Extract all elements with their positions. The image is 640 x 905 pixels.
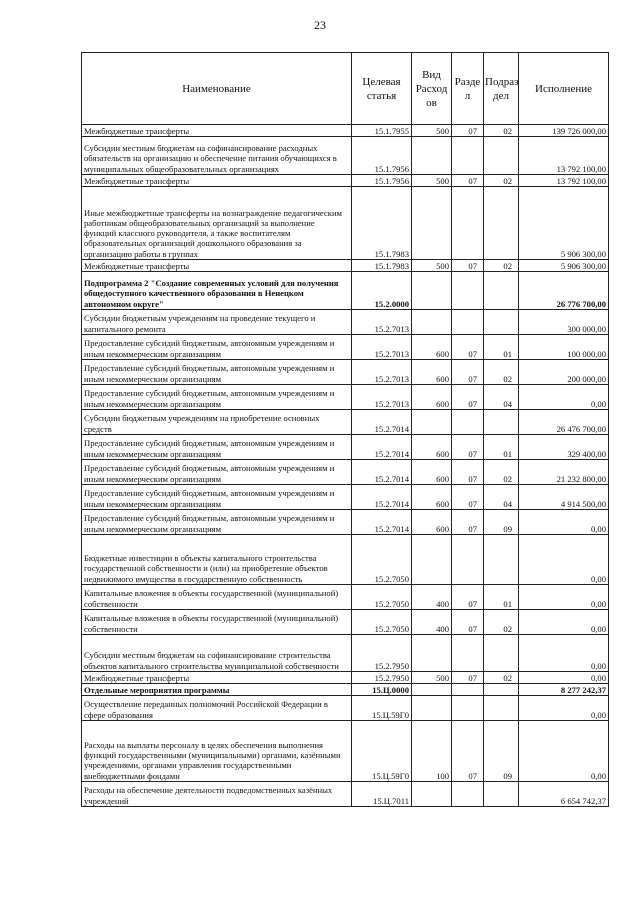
row-expense-type-cell [412,272,452,310]
row-name-cell: Предоставление субсидий бюджетным, автономным учреждениям и иным некоммерческим организациям [82,335,352,360]
row-subsection-cell: 09 [484,721,519,782]
row-name-cell: Предоставление субсидий бюджетным, автономным учреждениям и иным некоммерческим организациям [82,485,352,510]
row-expense-type-cell: 600 [412,360,452,385]
row-target-cell: 15.2.7013 [352,385,412,410]
row-expense-type-cell [412,782,452,807]
row-name-cell: Отдельные мероприятия программы [82,684,352,696]
row-amount-cell: 0,00 [519,535,609,585]
table-row [82,310,609,335]
row-name-cell: Предоставление субсидий бюджетным, автономным учреждениям и иным некоммерческим организациям [82,385,352,410]
row-subsection-cell [484,187,519,260]
row-subsection-cell: 04 [484,485,519,510]
table-row [82,125,609,137]
row-amount-cell: 200 000,00 [519,360,609,385]
row-expense-type-cell [412,187,452,260]
row-amount-cell: 0,00 [519,721,609,782]
row-amount-cell: 300 000,00 [519,310,609,335]
row-expense-type-cell: 600 [412,460,452,485]
row-subsection-cell: 02 [484,672,519,684]
table-row [82,684,609,696]
row-subsection-cell: 02 [484,610,519,635]
row-amount-cell: 5 906 300,00 [519,187,609,260]
row-name-cell: Предоставление субсидий бюджетным, автономным учреждениям и иным некоммерческим организациям [82,435,352,460]
table-row [82,672,609,684]
row-target-cell: 15.2.7050 [352,610,412,635]
row-expense-type-cell: 500 [412,260,452,272]
header-execution: Исполнение [519,53,609,125]
row-section-cell: 07 [452,510,484,535]
row-expense-type-cell: 600 [412,335,452,360]
row-section-cell: 07 [452,672,484,684]
row-section-cell: 07 [452,485,484,510]
row-name-cell: Бюджетные инвестиции в объекты капитального строительства государственной собственности и (или) на приобретение объектов недвижимого имущества в государственную собственность [82,535,352,585]
row-name-cell: Предоставление субсидий бюджетным, автономным учреждениям и иным некоммерческим организациям [82,360,352,385]
row-amount-cell: 0,00 [519,610,609,635]
row-expense-type-cell: 500 [412,125,452,137]
row-amount-cell: 26 776 700,00 [519,272,609,310]
row-section-cell: 07 [452,260,484,272]
row-expense-type-cell: 500 [412,175,452,187]
row-subsection-cell [484,137,519,175]
row-expense-type-cell [412,535,452,585]
row-section-cell: 07 [452,460,484,485]
row-target-cell: 15.1.7955 [352,125,412,137]
table-row [82,335,609,360]
row-section-cell [452,137,484,175]
row-section-cell: 07 [452,335,484,360]
row-name-cell: Капитальные вложения в объекты государственной (муниципальной) собственности [82,585,352,610]
row-target-cell: 15.1.7983 [352,187,412,260]
table-row [82,696,609,721]
table-row [82,260,609,272]
row-amount-cell: 6 654 742,37 [519,782,609,807]
table-row [82,610,609,635]
row-section-cell [452,535,484,585]
row-target-cell: 15.2.7014 [352,485,412,510]
row-amount-cell: 5 906 300,00 [519,260,609,272]
row-name-cell: Предоставление субсидий бюджетным, автономным учреждениям и иным некоммерческим организациям [82,510,352,535]
row-target-cell: 15.2.7950 [352,635,412,672]
row-subsection-cell: 09 [484,510,519,535]
table-body [82,125,609,807]
row-name-cell: Субсидии бюджетным учреждениям на проведение текущего и капитального ремонта [82,310,352,335]
header-name: Наименование [82,53,352,125]
row-target-cell: 15.2.7013 [352,360,412,385]
row-expense-type-cell: 400 [412,610,452,635]
row-amount-cell: 13 792 100,00 [519,137,609,175]
row-target-cell: 15.1.7956 [352,137,412,175]
row-amount-cell: 26 476 700,00 [519,410,609,435]
header-section: Разде л [452,53,484,125]
row-section-cell: 07 [452,610,484,635]
row-name-cell: Межбюджетные трансферты [82,125,352,137]
row-subsection-cell [484,696,519,721]
row-subsection-cell: 01 [484,585,519,610]
row-section-cell: 07 [452,125,484,137]
row-subsection-cell: 01 [484,335,519,360]
row-amount-cell: 8 277 242,37 [519,684,609,696]
row-section-cell: 07 [452,721,484,782]
row-section-cell: 07 [452,175,484,187]
row-name-cell: Межбюджетные трансферты [82,260,352,272]
row-section-cell [452,272,484,310]
page-number: 23 [314,18,326,32]
row-subsection-cell: 01 [484,435,519,460]
row-target-cell: 15.2.7050 [352,585,412,610]
table-row [82,535,609,585]
row-subsection-cell: 02 [484,175,519,187]
row-section-cell [452,696,484,721]
row-target-cell: 15.2.7950 [352,672,412,684]
row-target-cell: 15.2.0000 [352,272,412,310]
table-row [82,360,609,385]
row-expense-type-cell [412,684,452,696]
row-target-cell: 15.1.7956 [352,175,412,187]
table-row [82,187,609,260]
table-row [82,721,609,782]
row-subsection-cell [484,782,519,807]
row-expense-type-cell: 600 [412,485,452,510]
row-section-cell: 07 [452,435,484,460]
row-target-cell: 15.Ц.0000 [352,684,412,696]
row-section-cell [452,310,484,335]
row-expense-type-cell [412,410,452,435]
row-amount-cell: 100 000,00 [519,335,609,360]
row-subsection-cell: 02 [484,125,519,137]
row-subsection-cell: 02 [484,260,519,272]
row-target-cell: 15.2.7050 [352,535,412,585]
table-header [82,53,609,125]
row-section-cell: 07 [452,360,484,385]
table-row [82,410,609,435]
row-amount-cell: 139 726 000,00 [519,125,609,137]
row-subsection-cell: 02 [484,360,519,385]
row-name-cell: Расходы на выплаты персоналу в целях обеспечения выполнения функций государственными (муниципальными) органами, казёнными учреждениями, органами управления государственными внебюджетными фондами [82,721,352,782]
row-section-cell: 07 [452,385,484,410]
table-row [82,460,609,485]
row-subsection-cell [484,272,519,310]
table-row [82,272,609,310]
row-amount-cell: 0,00 [519,510,609,535]
row-name-cell: Расходы на обеспечение деятельности подведомственных казённых учреждений [82,782,352,807]
row-section-cell [452,187,484,260]
row-amount-cell: 4 914 500,00 [519,485,609,510]
row-name-cell: Субсидии местным бюджетам на софинансирование расходных обязательств на организацию и обеспечение питания обучающихся в муниципальных общеобразовательных организациях [82,137,352,175]
row-name-cell: Субсидии местным бюджетам на софинансирование строительства объектов капитального строительства муниципальной собственности [82,635,352,672]
header-subsection: Подраз дел [484,53,519,125]
row-subsection-cell [484,684,519,696]
row-expense-type-cell: 500 [412,672,452,684]
row-name-cell: Межбюджетные трансферты [82,672,352,684]
row-amount-cell: 0,00 [519,585,609,610]
row-target-cell: 15.2.7014 [352,435,412,460]
row-name-cell: Предоставление субсидий бюджетным, автономным учреждениям и иным некоммерческим организациям [82,460,352,485]
row-expense-type-cell: 600 [412,435,452,460]
table-row [82,782,609,807]
row-target-cell: 15.Ц.7011 [352,782,412,807]
row-target-cell: 15.2.7014 [352,510,412,535]
table-row [82,137,609,175]
row-subsection-cell: 02 [484,460,519,485]
row-target-cell: 15.Ц.59Г0 [352,721,412,782]
row-target-cell: 15.2.7013 [352,335,412,360]
row-target-cell: 15.1.7983 [352,260,412,272]
row-section-cell [452,635,484,672]
row-expense-type-cell [412,137,452,175]
row-amount-cell: 0,00 [519,385,609,410]
row-name-cell: Осуществление переданных полномочий Российской Федерации в сфере образования [82,696,352,721]
table-row [82,435,609,460]
row-subsection-cell [484,310,519,335]
row-target-cell: 15.2.7013 [352,310,412,335]
row-subsection-cell [484,410,519,435]
row-section-cell [452,684,484,696]
row-expense-type-cell: 100 [412,721,452,782]
row-target-cell: 15.Ц.59Г0 [352,696,412,721]
row-expense-type-cell: 400 [412,585,452,610]
row-expense-type-cell [412,635,452,672]
row-amount-cell: 329 400,00 [519,435,609,460]
row-section-cell: 07 [452,585,484,610]
budget-table [81,52,609,807]
table-row [82,175,609,187]
table-row [82,485,609,510]
row-expense-type-cell: 600 [412,510,452,535]
row-amount-cell: 21 232 800,00 [519,460,609,485]
table-row [82,510,609,535]
header-expense-type: Вид Расход ов [412,53,452,125]
row-name-cell: Иные межбюджетные трансферты на вознаграждение педагогическим работникам общеобразовательных организаций за выполнение функций классного руководителя, а также воспитателям образовательных организаций дошкольного образования за организацию работы в группах [82,187,352,260]
table-row [82,635,609,672]
row-target-cell: 15.2.7014 [352,460,412,485]
table-row [82,385,609,410]
row-section-cell [452,782,484,807]
row-amount-cell: 0,00 [519,672,609,684]
row-subsection-cell [484,635,519,672]
row-amount-cell: 0,00 [519,635,609,672]
row-expense-type-cell [412,310,452,335]
header-target-article: Целевая статья [352,53,412,125]
row-expense-type-cell [412,696,452,721]
row-name-cell: Капитальные вложения в объекты государственной (муниципальной) собственности [82,610,352,635]
table-row [82,585,609,610]
row-subsection-cell: 04 [484,385,519,410]
row-name-cell: Подпрограмма 2 "Создание современных условий для получения общедоступного качественного образования в Ненецком автономном округе" [82,272,352,310]
row-subsection-cell [484,535,519,585]
row-amount-cell: 13 792 100,00 [519,175,609,187]
row-section-cell [452,410,484,435]
row-expense-type-cell: 600 [412,385,452,410]
row-target-cell: 15.2.7014 [352,410,412,435]
row-name-cell: Субсидии бюджетным учреждениям на приобретение основных средств [82,410,352,435]
row-amount-cell: 0,00 [519,696,609,721]
row-name-cell: Межбюджетные трансферты [82,175,352,187]
